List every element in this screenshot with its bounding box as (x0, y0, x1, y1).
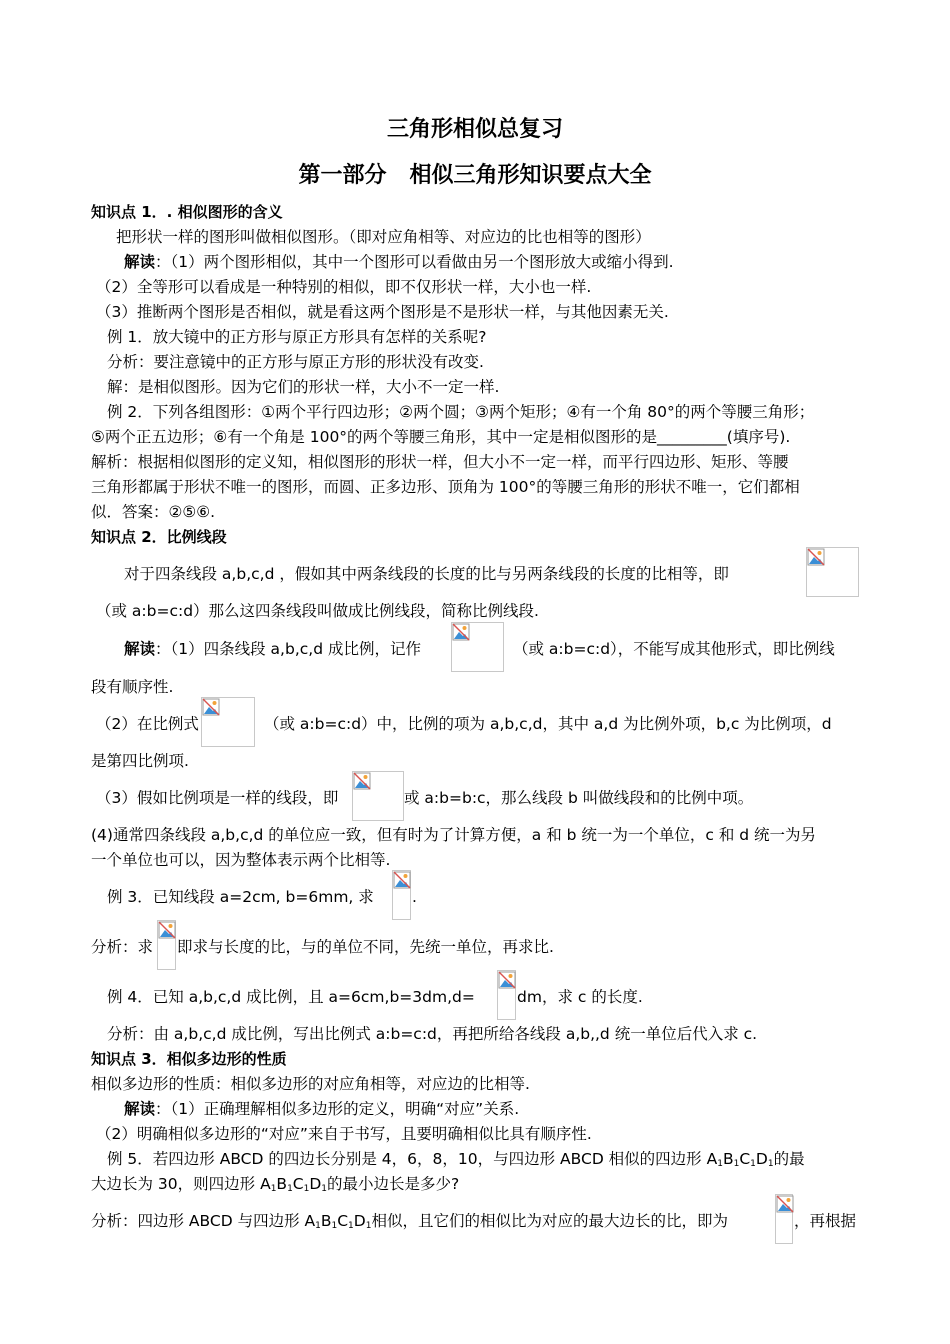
formula-image-icon (451, 622, 504, 672)
kp2-reading-1-cont: 段有顺序性. (91, 678, 174, 696)
kp1-answer: 似．答案：②⑤⑥. (91, 503, 216, 521)
kp2-reading-3: （3）假如比例项是一样的线段，即 (96, 789, 339, 807)
kp2-definition-cont: （或 a:b=c:d）那么这四条线段叫做成比例线段，简称比例线段. (96, 602, 539, 620)
kp2-reading-2-tail: （或 a:b=c:d）中，比例的项为 a,b,c,d，其中 a,d 为比例外项，b,c 为比例项，d (264, 715, 832, 733)
kp1-heading: 知识点 1．. 相似图形的含义 (91, 203, 283, 221)
kp2-reading-1: 解读：（1）四条线段 a,b,c,d 成比例，记作 (124, 640, 421, 658)
kp1-reading-1: 解读：（1）两个图形相似，其中一个图形可以看做由另一个图形放大或缩小得到. (124, 253, 674, 271)
broken-image-icon (393, 871, 411, 889)
broken-image-icon (776, 1195, 794, 1213)
kp1-example-2: 例 2．下列各组图形：①两个平行四边形；②两个圆；③两个矩形；④有一个角 80°的两个等腰三角形； (107, 403, 815, 421)
broken-image-icon (202, 698, 220, 716)
formula-image-icon (352, 771, 404, 821)
broken-image-icon (498, 971, 516, 989)
kp3-heading: 知识点 3．相似多边形的性质 (91, 1050, 287, 1068)
kp1-analysis-2-cont: 三角形都属于形状不唯一的图形，而圆、正多边形、顶角为 100°的等腰三角形的形状不唯一，它们都相 (91, 478, 800, 496)
kp2-reading-3-tail: 或 a:b=b:c，那么线段 b 叫做线段和的比例中项。 (404, 789, 754, 807)
kp2-example-4: 例 4．已知 a,b,c,d 成比例，且 a=6cm,b=3dm,d= (107, 988, 475, 1006)
kp3-analysis-5-tail: ，再根据 (794, 1212, 857, 1230)
kp3-property: 相似多边形的性质：相似多边形的对应角相等，对应边的比相等. (91, 1075, 530, 1093)
kp2-example-3: 例 3．已知线段 a=2cm, b=6mm, 求 (107, 888, 374, 906)
kp2-definition: 对于四条线段 a,b,c,d ，假如其中两条线段的长度的比与另两条线段的长度的比相等，即 (124, 565, 729, 583)
broken-image-icon (158, 921, 176, 939)
kp3-analysis-5: 分析：四边形 ABCD 与四边形 $A_1B_1C_1D_1$相似，且它们的相似比为对应的最大边长的比，即为 (91, 1212, 728, 1231)
formula-image-icon (497, 970, 516, 1020)
kp1-analysis-2: 解析：根据相似图形的定义知，相似图形的形状一样，但大小不一定一样，而平行四边形、矩形、等腰 (91, 453, 789, 471)
page-subtitle: 第一部分 相似三角形知识要点大全 (298, 163, 652, 188)
page-title: 三角形相似总复习 (386, 117, 563, 142)
kp1-analysis-1: 分析：要注意镜中的正方形与原正方形的形状没有改变. (107, 353, 484, 371)
kp3-reading-1: 解读：（1）正确理解相似多边形的定义，明确“对应”关系. (124, 1100, 520, 1118)
kp3-reading-2: （2）明确相似多边形的“对应”来自于书写，且要明确相似比具有顺序性. (96, 1125, 592, 1143)
kp2-reading-2: （2）在比例式 (96, 715, 199, 733)
formula-image-icon (775, 1194, 793, 1244)
kp2-reading-4: (4)通常四条线段 a,b,c,d 的单位应一致，但有时为了计算方便，a 和 b 统一为一个单位，c 和 d 统一为另 (91, 826, 817, 844)
kp2-analysis-3: 分析：求 (91, 938, 154, 956)
kp2-reading-2-cont: 是第四比例项. (91, 752, 189, 770)
kp2-heading: 知识点 2．比例线段 (91, 528, 227, 546)
kp2-example-3-tail: . (412, 888, 417, 906)
kp2-example-4-tail: dm，求 c 的长度. (517, 988, 643, 1006)
formula-image-icon (392, 870, 411, 920)
kp1-solution-1: 解：是相似图形。因为它们的形状一样，大小不一定一样. (107, 378, 500, 396)
broken-image-icon (807, 548, 825, 566)
kp3-example-5-cont: 大边长为 30，则四边形 $A_1B_1C_1D_1$的最小边长是多少? (91, 1175, 460, 1194)
formula-image-icon (806, 547, 859, 597)
kp1-example-2-cont: ⑤两个正五边形；⑥有一个角是 100°的两个等腰三角形，其中一定是相似图形的是_________(填序号). (91, 428, 791, 446)
kp1-reading-2: （2）全等形可以看成是一种特别的相似，即不仅形状一样，大小也一样. (96, 278, 592, 296)
kp1-reading-3: （3）推断两个图形是否相似，就是看这两个图形是不是形状一样，与其他因素无关. (96, 303, 669, 321)
kp1-example-1: 例 1．放大镜中的正方形与原正方形具有怎样的关系呢? (107, 328, 487, 346)
kp2-analysis-3-tail: 即求与长度的比，与的单位不同，先统一单位，再求比. (177, 938, 554, 956)
kp2-reading-1-tail: （或 a:b=c:d），不能写成其他形式，即比例线 (513, 640, 835, 658)
broken-image-icon (353, 772, 371, 790)
formula-image-icon (157, 920, 176, 970)
formula-image-icon (201, 697, 255, 747)
kp2-reading-4-cont: 一个单位也可以，因为整体表示两个比相等. (91, 851, 391, 869)
kp2-analysis-4: 分析：由 a,b,c,d 成比例，写出比例式 a:b=c:d，再把所给各线段 a,b,,d 统一单位后代入求 c. (107, 1025, 758, 1043)
kp1-definition: 把形状一样的图形叫做相似图形。（即对应角相等、对应边的比也相等的图形） (116, 228, 651, 246)
kp3-example-5: 例 5．若四边形 ABCD 的四边长分别是 4，6，8，10，与四边形 ABCD 相似的四边形 $A_1B_1C_1D_1$的最 (107, 1150, 805, 1169)
broken-image-icon (452, 623, 470, 641)
